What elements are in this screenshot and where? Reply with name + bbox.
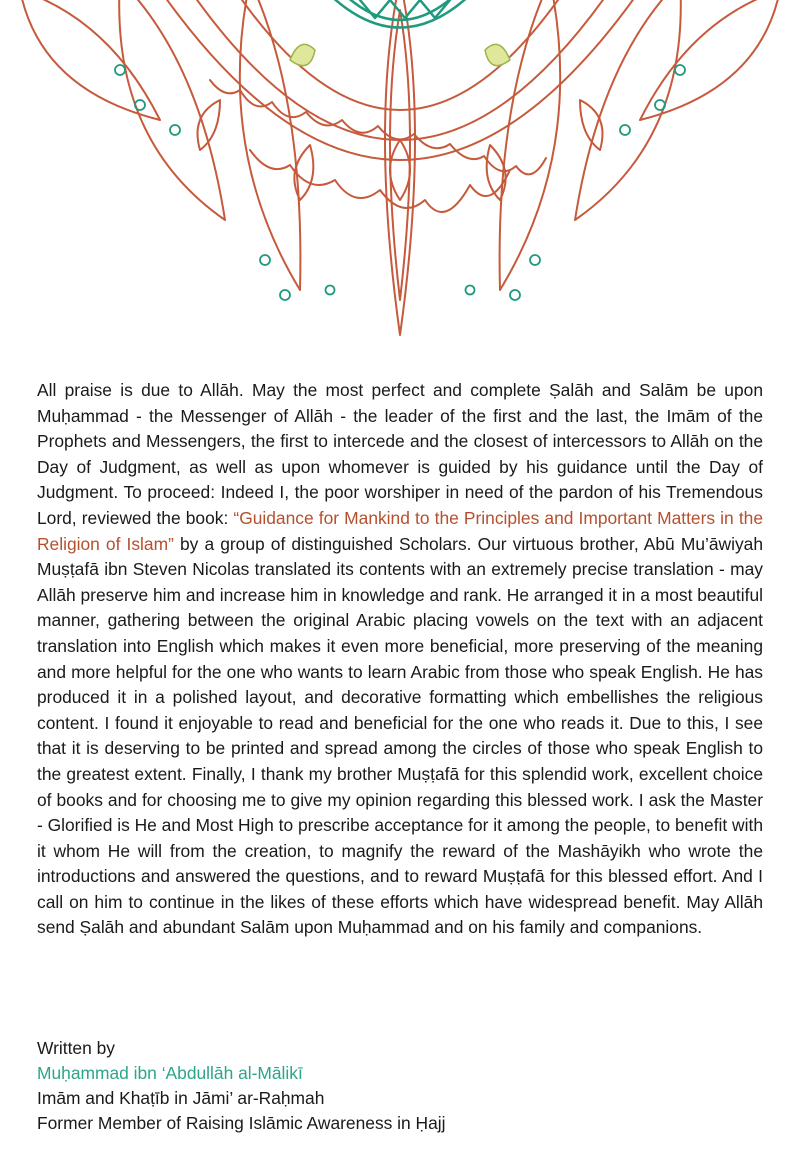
mandala-ornament-icon — [0, 0, 800, 360]
author-title-line-2: Former Member of Raising Islāmic Awareness in Ḥajj — [37, 1113, 446, 1133]
letter-body — [37, 378, 763, 941]
author-title-line-1: Imām and Khaṭīb in Jāmi’ ar-Raḥmah — [37, 1088, 325, 1108]
written-by-label: Written by — [37, 1038, 115, 1058]
letter-part-1: All praise is due to Allāh. May the most perfect and complete Ṣalāh and Salām be upon Muḥammad - the Messenger of Allāh - the leader of the first and the last, the Imām of the Prophets and Messengers, the first to intercede and the closest of intercessors to Allāh on the Day of Judgment, as well as upon whomever is guided by his guidance until the Day of Judgment. To proceed: Indeed I, the poor worshiper in need of the pardon of his Tremendous Lord, reviewed the book: — [37, 380, 763, 528]
author-name: Muḥammad ibn ‘Abdullāh al-Mālikī — [37, 1063, 303, 1083]
signature-block — [37, 1036, 763, 1136]
letter-part-2: by a group of distinguished Scholars. Our virtuous brother, Abū Mu’āwiyah Muṣṭafā ibn Steven Nicolas translated its contents with an extremely precise translation - may Allāh preserve him and increase him in knowledge and rank. He arranged it in a most beautiful manner, gathering between the original Arabic placing vowels on the text with an adjacent translation into English which makes it even more beneficial, more preserving of the meaning and more helpful for the one who wants to learn Arabic from those who speak English. He has produced it in a polished layout, and decorative formatting which embellishes the religious content. I found it enjoyable to read and beneficial for the one who reads it. Due to this, I see that it is deserving to be printed and spread among the circles of those who speak English to the greatest extent. Finally, I thank my brother Muṣṭafā for this splendid work, excellent choice of books and for choosing me to give my opinion regarding this blessed work. I ask the Master - Glorified is He and Most High to prescribe acceptance for it among the people, to benefit with it whom He will from the creation, to magnify the reward of the Mashāyikh who wrote the introductions and answered the questions, and to reward Muṣṭafā for this blessed effort. And I call on him to continue in the likes of these efforts which have widespread benefit. May Allāh send Ṣalāh and abundant Salām upon Muḥammad and on his family and companions. — [37, 533, 763, 938]
book-title: “Guidance for Mankind to the Principles and Important Matters in the Religion of Islam” — [37, 507, 763, 554]
